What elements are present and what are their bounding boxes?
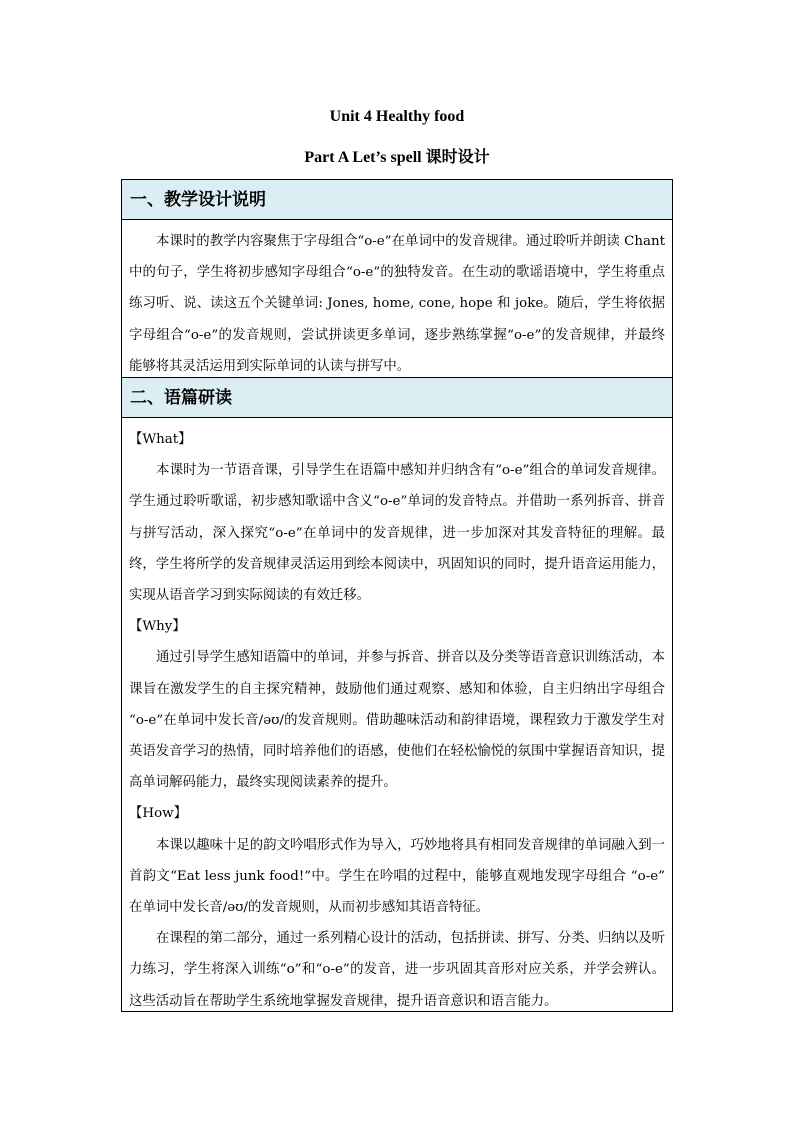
design-notes-paragraph: 本课时的教学内容聚焦于字母组合“o-e”在单词中的发音规律。通过聆听并朗读 Chant 中的句子，学生将初步感知字母组合“o-e”的独特发音。在生动的歌谣语境中，学生将重点练习听、说、读这五个关键单词: Jones, home, cone, hope 和 joke。随后，学生将依据字母组合“o-e”的发音规则，尝试拼读更多单词，逐步熟练掌握“o-e”的发音规律，并最终能够将其灵活运用到实际单词的认读与拼写中。 [129, 234, 665, 374]
section-body-text-analysis [122, 418, 672, 1017]
section-body-design-notes [122, 220, 672, 378]
document-subtitle: Part A Let’s spell 课时设计 [304, 149, 490, 166]
section-heading-design-notes: 一、教学设计说明 [122, 180, 672, 220]
what-paragraph: 本课时为一节语音课，引导学生在语篇中感知并归纳含有“o-e”组合的单词发音规律。学生通过聆听歌谣，初步感知歌谣中含义“o-e”单词的发音特点。并借助一系列拆音、拼音与拼写活动，深入探究“o-e”在单词中的发音规律，进一步加深对其发音特征的理解。最终，学生将所学的发音规律灵活运用到绘本阅读中，巩固知识的同时，提升语音运用能力，实现从语音学习到实际阅读的有效迁移。 [129, 463, 665, 604]
how-paragraph-2: 在课程的第二部分，通过一系列精心设计的活动，包括拼读、拼写、分类、归纳以及听力练习，学生将深入训练“o”和“o-e”的发音，进一步巩固其音形对应关系，并学会辨认。这些活动旨在帮助学生系统地掌握发音规律，提升语音意识和语言能力。 [129, 931, 665, 1009]
document-title: Unit 4 Healthy food [329, 108, 465, 125]
how-paragraph-1: 本课以趣味十足的韵文吟唱形式作为导入，巧妙地将具有相同发音规律的单词融入到一首韵文“Eat less junk food!”中。学生在吟唱的过程中，能够直观地发现字母组合 “o-e” 在单词中发长音/əʊ/的发音规则，从而初步感知其语音特征。 [129, 837, 665, 916]
how-label: 【How】 [129, 806, 187, 822]
why-paragraph: 通过引导学生感知语篇中的单词，并参与拆音、拼音以及分类等语音意识训练活动，本课旨在激发学生的自主探究精神，鼓励他们通过观察、感知和体验，自主归纳出字母组合 “o-e”在单词中发长音/əʊ/的发音规则。借助趣味活动和韵律语境，课程致力于激发学生对英语发音学习的热情，同时培养他们的语感，使他们在轻松愉悦的氛围中掌握语音知识，提高单词解码能力，最终实现阅读素养的提升。 [129, 650, 665, 791]
lesson-design-table [121, 179, 673, 1012]
what-label: 【What】 [129, 432, 192, 447]
why-label: 【Why】 [129, 619, 186, 635]
section-heading-text-analysis: 二、语篇研读 [122, 378, 672, 418]
